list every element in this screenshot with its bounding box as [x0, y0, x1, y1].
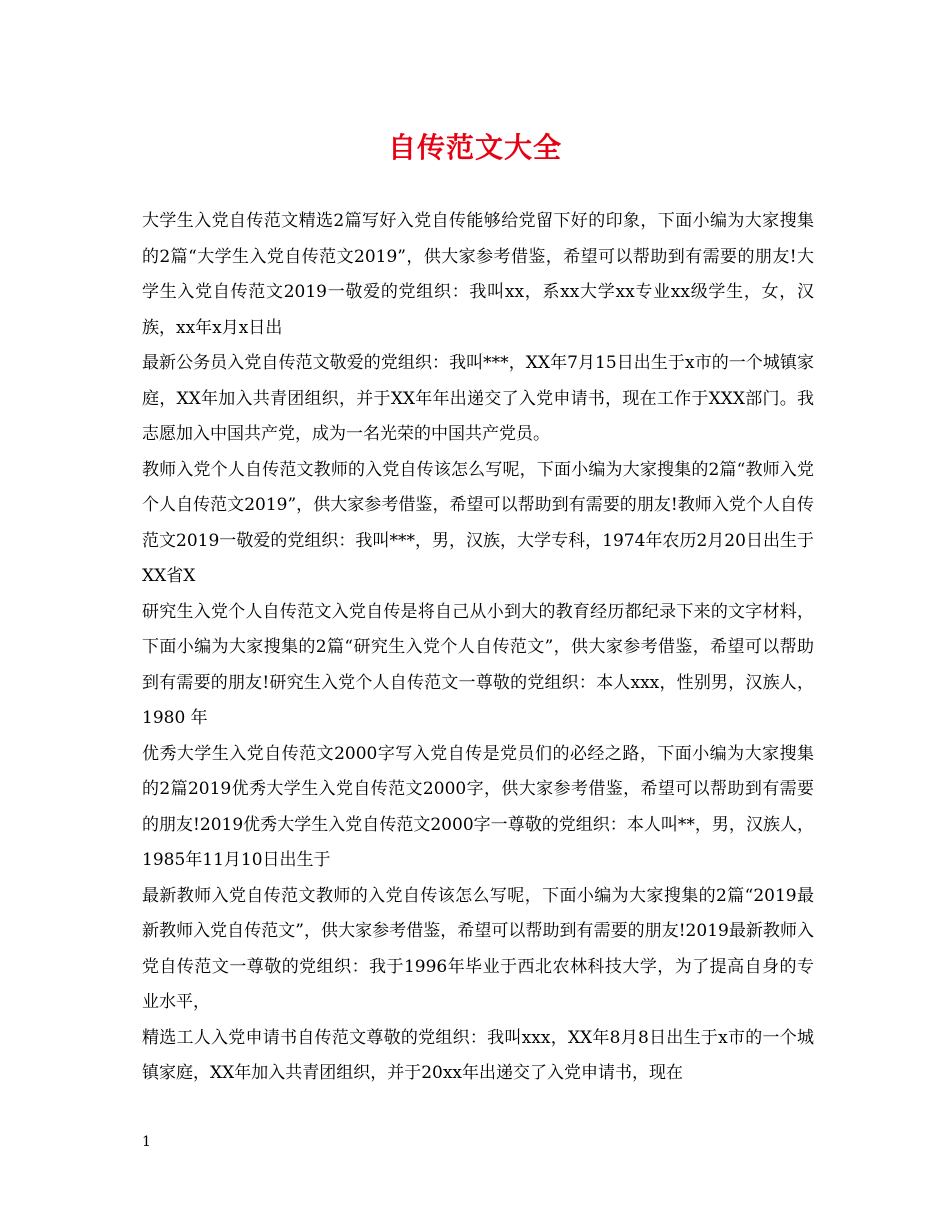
- paragraph: 教师入党个人自传范文教师的入党自传该怎么写呢，下面小编为大家搜集的2篇“教师入党个人自传范文2019”，供大家参考借鉴，希望可以帮助到有需要的朋友!教师入党个人自传范文2019一敬爱的党组织：我叫***，男，汉族，大学专科，1974年农历2月20日出生于XX省X: [142, 459, 814, 586]
- paragraph: 精选工人入党申请书自传范文尊敬的党组织：我叫xxx，XX年8月8日出生于x市的一个城镇家庭，XX年加入共青团组织，并于20xx年出递交了入党申请书，现在: [142, 1027, 814, 1083]
- paragraph: 优秀大学生入党自传范文2000字写入党自传是党员们的必经之路，下面小编为大家搜集的2篇2019优秀大学生入党自传范文2000字，供大家参考借鉴，希望可以帮助到有需要的朋友!2019优秀大学生入党自传范文2000字一尊敬的党组织：本人叫**，男，汉族人，1985年11月10日出生于: [142, 743, 814, 870]
- document-body: [142, 204, 814, 1092]
- paragraph: 最新公务员入党自传范文敬爱的党组织：我叫***，XX年7月15日出生于x市的一个城镇家庭，XX年加入共青团组织，并于XX年年出递交了入党申请书，现在工作于XXX部门。我志愿加入中国共产党，成为一名光荣的中国共产党员。: [142, 353, 814, 444]
- document-title: 自传范文大全: [387, 131, 562, 164]
- paragraph: 研究生入党个人自传范文入党自传是将自己从小到大的教育经历都纪录下来的文字材料，下面小编为大家搜集的2篇“研究生入党个人自传范文”，供大家参考借鉴，希望可以帮助到有需要的朋友!研究生入党个人自传范文一尊敬的党组织：本人xxx，性别男，汉族人，1980 年: [142, 601, 814, 728]
- paragraph: 最新教师入党自传范文教师的入党自传该怎么写呢，下面小编为大家搜集的2篇“2019最新教师入党自传范文”，供大家参考借鉴，希望可以帮助到有需要的朋友!2019最新教师入党自传范文一尊敬的党组织：我于1996年毕业于西北农林科技大学，为了提高自身的专业水平，: [142, 885, 814, 1012]
- page-number: 1: [142, 1134, 151, 1150]
- paragraph: 大学生入党自传范文精选2篇写好入党自传能够给党留下好的印象，下面小编为大家搜集的2篇“大学生入党自传范文2019”，供大家参考借鉴，希望可以帮助到有需要的朋友!大学生入党自传范文2019一敬爱的党组织：我叫xx，系xx大学xx专业xx级学生，女，汉族，xx年x月x日出: [142, 211, 814, 338]
